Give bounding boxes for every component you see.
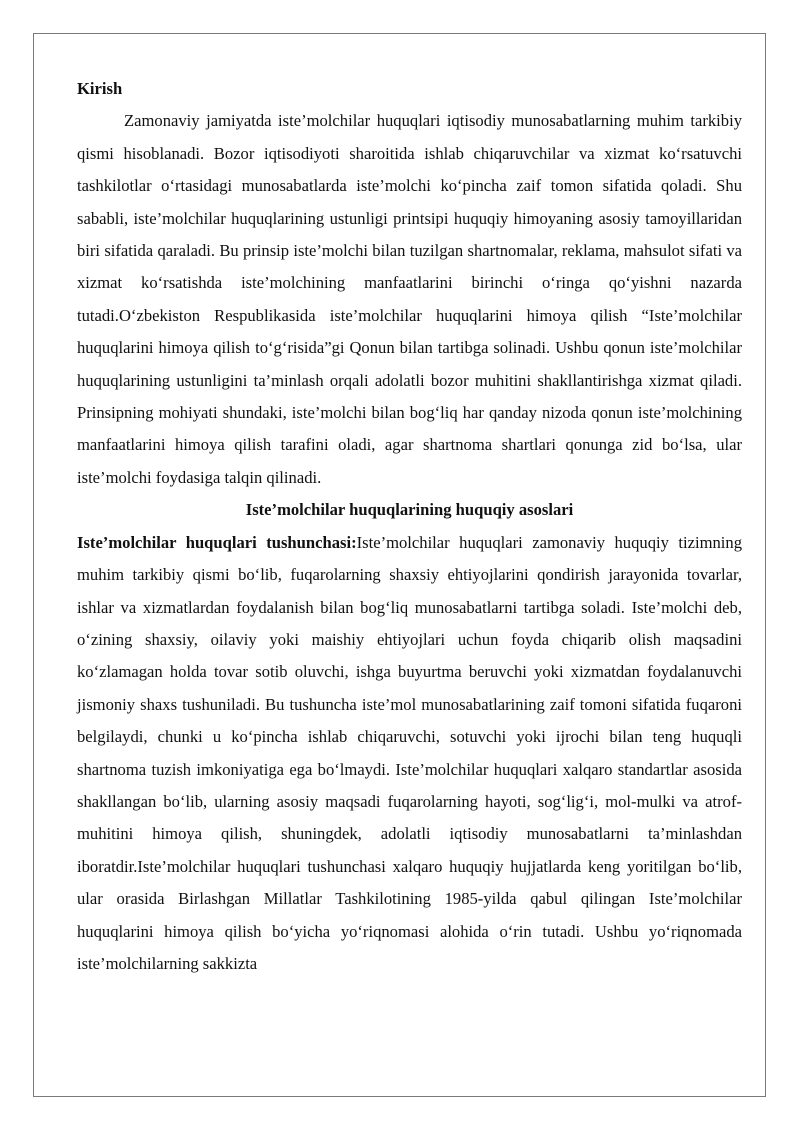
term-paragraph	[77, 527, 742, 981]
term-text: Iste’molchilar huquqlari zamonaviy huquqiy tizimning muhim tarkibiy qismi bo‘lib, fuqarolarning shaxsiy ehtiyojlarini qondirish jarayonida tovarlar, ishlar va xizmatlardan foydalanish bilan bog‘liq munosabatlarni tartibga soladi. Iste’molchi deb, o‘zining shaxsiy, oilaviy yoki maishiy ehtiyojlari uchun foyda chiqarib olish maqsadini ko‘zlamagan holda tovar sotib oluvchi, ishga buyurtma beruvchi yoki xizmatdan foydalanuvchi jismoniy shaxs tushuniladi. Bu tushuncha iste’mol munosabatlarining zaif tomoni sifatida fuqaroni belgilaydi, chunki u ko‘pincha ishlab chiqaruvchi, sotuvchi yoki ijrochi bilan teng huquqli shartnoma tuzish imkoniyatiga ega bo‘lmaydi. Iste’molchilar huquqlari xalqaro standartlar asosida shakllangan bo‘lib, ularning asosiy maqsadi fuqarolarning hayoti, sog‘lig‘i, mol-mulki va atrof-muhitini himoya qilish, shuningdek, adolatli iqtisodiy munosabatlarni ta’minlashdan iboratdir.Iste’molchilar huquqlari tushunchasi xalqaro huquqiy hujjatlarda keng yoritilgan bo‘lib, ular orasida Birlashgan Millatlar Tashkilotining 1985-yilda qabul qilingan Iste’molchilar huquqlarini himoya qilish bo‘yicha yo‘riqnomasi alohida o‘rin tutadi. Ushbu yo‘riqnomada iste’molchilarning sakkizta	[77, 532, 742, 973]
section-title: Iste’molchilar huquqlarining huquqiy asoslari	[245, 500, 574, 520]
document-body	[77, 73, 742, 980]
section-heading-intro: Kirish	[77, 79, 123, 98]
intro-paragraph: Zamonaviy jamiyatda iste’molchilar huquqlari iqtisodiy munosabatlarning muhim tarkibiy qismi hisoblanadi. Bozor iqtisodiyoti sharoitida ishlab chiqaruvchilar va xizmat ko‘rsatuvchi tashkilotlar o‘rtasidagi munosabatlarda iste’molchi ko‘pincha zaif tomon sifatida qoladi. Shu sababli, iste’molchilar huquqlarining ustunligi printsipi huquqiy himoyaning asosiy tamoyillaridan biri sifatida qaraladi. Bu prinsip iste’molchi bilan tuzilgan shartnomalar, reklama, mahsulot sifati va xizmat ko‘rsatishda iste’molchining manfaatlarini birinchi o‘ringa qo‘yishni nazarda tutadi.O‘zbekiston Respublikasida iste’molchilar huquqlarini himoya qilish “Iste’molchilar huquqlarini himoya qilish to‘g‘risida”gi Qonun bilan tartibga solinadi. Ushbu qonun iste’molchilar huquqlarining ustunligini ta’minlash orqali adolatli bozor muhitini shakllantirishga xizmat qiladi. Prinsipning mohiyati shundaki, iste’molchi bilan bog‘liq har qanday nizoda qonun iste’molchining manfaatlarini himoya qilish tarafini oladi, agar shartnoma shartlari qonunga zid bo‘lsa, ular iste’molchi foydasiga talqin qilinadi.	[77, 111, 742, 487]
term-label: Iste’molchilar huquqlari tushunchasi:	[77, 532, 357, 552]
